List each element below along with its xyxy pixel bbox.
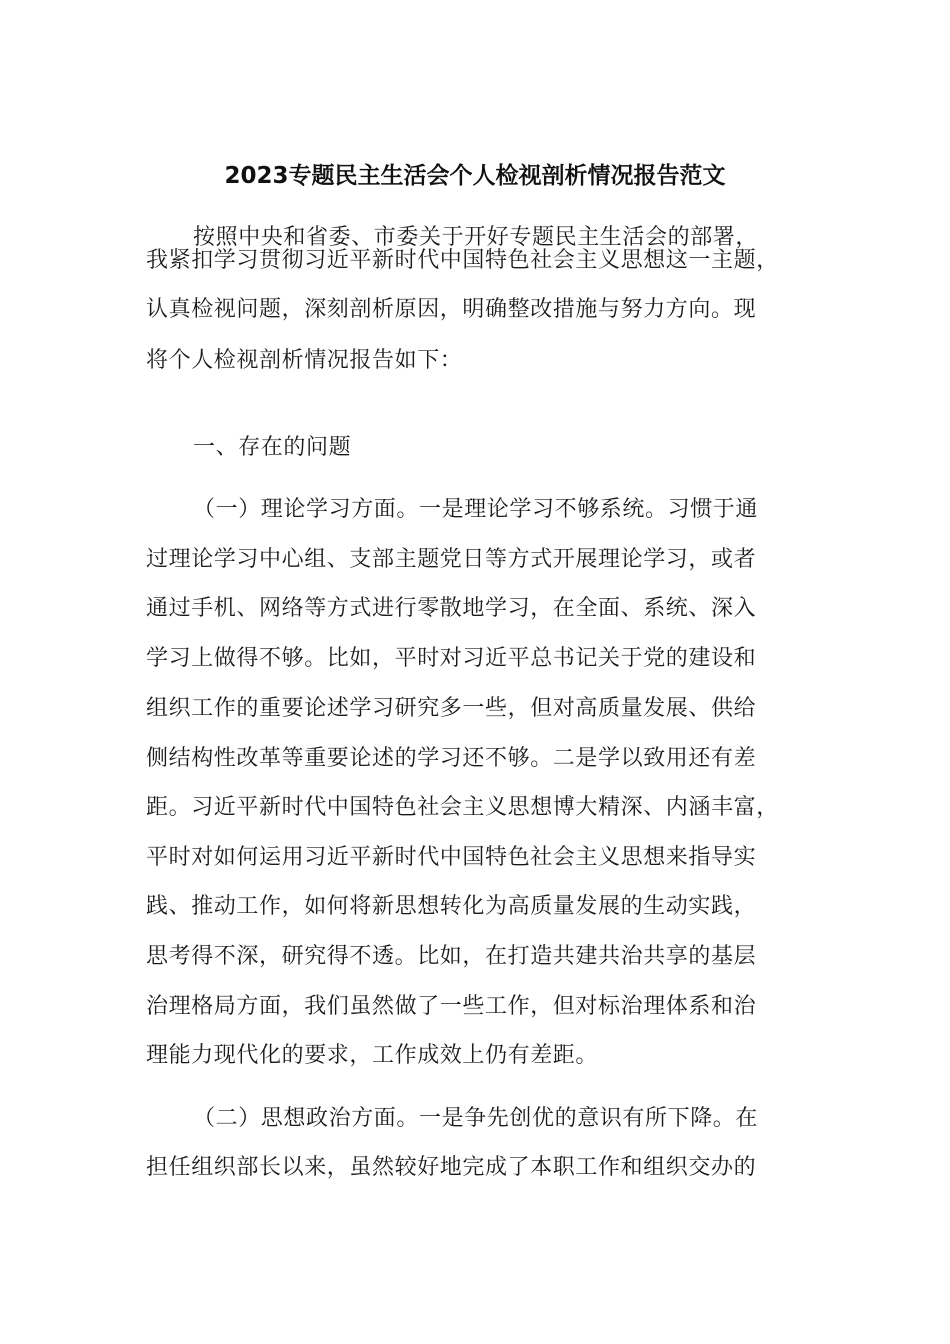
paragraph-line: （二）思想政治方面。一是争先创优的意识有所下降。在 [193, 1106, 759, 1131]
paragraph-line: 组织工作的重要论述学习研究多一些，但对高质量发展、供给 [146, 696, 757, 721]
paragraph-line: 按照中央和省委、市委关于开好专题民主生活会的部署， [193, 225, 759, 250]
paragraph-line: （一）理论学习方面。一是理论学习不够系统。习惯于通 [193, 497, 759, 522]
paragraph-line: 距。习近平新时代中国特色社会主义思想博大精深、内涵丰富， [146, 795, 779, 820]
paragraph-line: 侧结构性改革等重要论述的学习还不够。二是学以致用还有差 [146, 746, 757, 771]
paragraph-line: 过理论学习中心组、支部主题党日等方式开展理论学习，或者 [146, 547, 757, 572]
document-title: 2023专题民主生活会个人检视剖析情况报告范文 [224, 163, 726, 189]
paragraph-line: 通过手机、网络等方式进行零散地学习，在全面、系统、深入 [146, 596, 757, 621]
paragraph-line: 治理格局方面，我们虽然做了一些工作，但对标治理体系和治 [146, 994, 757, 1019]
paragraph-line: 认真检视问题，深刻剖析原因，明确整改措施与努力方向。现 [146, 297, 757, 322]
paragraph-line: 平时对如何运用习近平新时代中国特色社会主义思想来指导实 [146, 845, 757, 870]
paragraph-line: 将个人检视剖析情况报告如下： [146, 348, 463, 373]
paragraph-line: 理能力现代化的要求，工作成效上仍有差距。 [146, 1043, 599, 1068]
paragraph-line: 思考得不深，研究得不透。比如，在打造共建共治共享的基层 [146, 944, 757, 969]
paragraph-line: 担任组织部长以来，虽然较好地完成了本职工作和组织交办的 [146, 1155, 757, 1180]
paragraph-line: 践、推动工作，如何将新思想转化为高质量发展的生动实践， [146, 894, 757, 919]
paragraph-line: 学习上做得不够。比如，平时对习近平总书记关于党的建设和 [146, 646, 757, 671]
section-heading: 一、存在的问题 [193, 435, 352, 460]
paragraph-line: 我紧扣学习贯彻习近平新时代中国特色社会主义思想这一主题， [146, 248, 779, 273]
